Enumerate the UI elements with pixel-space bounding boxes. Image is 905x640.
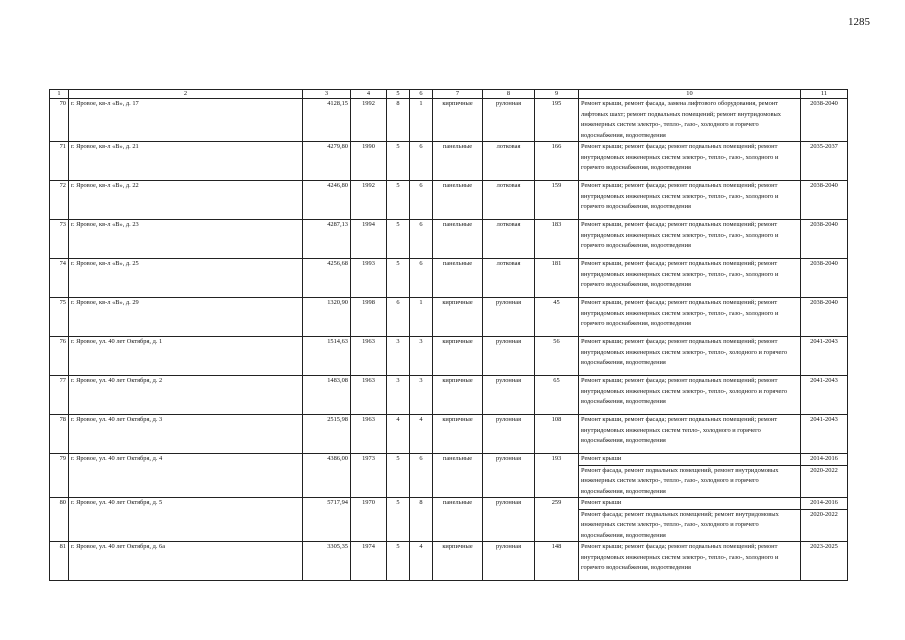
area-cell: 1514,63 — [303, 337, 351, 376]
address-cell: г. Яровое, ул. 40 лет Октября, д. 5 — [69, 498, 303, 542]
wall-material-cell: панельные — [433, 259, 483, 298]
area-cell: 4279,80 — [303, 142, 351, 181]
residents-cell: 159 — [535, 181, 579, 220]
work-description-cell: Ремонт фасада, ремонт подвальных помещений, ремонт внутридомовых инженерных систем электро-, тепло-, газо-, холодного и горячего водоснабжения, водоотведения — [579, 465, 801, 498]
row-number: 73 — [50, 220, 69, 259]
floors-cell: 5 — [387, 142, 410, 181]
area-cell: 4128,15 — [303, 99, 351, 142]
entrances-cell: 6 — [410, 259, 433, 298]
address-cell: г. Яровое, ул. 40 лет Октября, д. 1 — [69, 337, 303, 376]
floors-cell: 6 — [387, 298, 410, 337]
work-period-cell: 2020-2022 — [801, 509, 848, 542]
floors-cell: 3 — [387, 337, 410, 376]
wall-material-cell: кирпичные — [433, 99, 483, 142]
area-cell: 4386,00 — [303, 454, 351, 498]
work-period-cell: 2023-2025 — [801, 542, 848, 581]
table-row — [50, 259, 848, 298]
address-cell: г. Яровое, кв-л «В», д. 22 — [69, 181, 303, 220]
floors-cell: 5 — [387, 542, 410, 581]
work-description-cell: Ремонт крыши; ремонт фасада; ремонт подвальных помещений; ремонт внутридомовых инженерных систем электро-, тепло-, газо-, холодного и горячего водоснабжения, водоотведения — [579, 181, 801, 220]
year-cell: 1994 — [351, 220, 387, 259]
work-period-cell: 2038-2040 — [801, 259, 848, 298]
work-period-cell: 2020-2022 — [801, 465, 848, 498]
residents-cell: 181 — [535, 259, 579, 298]
work-description-cell: Ремонт крыши — [579, 454, 801, 466]
entrances-cell: 3 — [410, 337, 433, 376]
housing-repair-table — [49, 89, 848, 581]
entrances-cell: 6 — [410, 454, 433, 498]
col-header: 4 — [351, 90, 387, 99]
residents-cell: 193 — [535, 454, 579, 498]
year-cell: 1974 — [351, 542, 387, 581]
row-number: 74 — [50, 259, 69, 298]
wall-material-cell: кирпичные — [433, 298, 483, 337]
roof-type-cell: рулонная — [483, 454, 535, 498]
address-cell: г. Яровое, кв-л «В», д. 25 — [69, 259, 303, 298]
col-header: 11 — [801, 90, 848, 99]
col-header: 6 — [410, 90, 433, 99]
roof-type-cell: лотковая — [483, 142, 535, 181]
floors-cell: 5 — [387, 498, 410, 542]
entrances-cell: 6 — [410, 181, 433, 220]
col-header: 9 — [535, 90, 579, 99]
year-cell: 1963 — [351, 337, 387, 376]
row-number: 76 — [50, 337, 69, 376]
table-row — [50, 454, 848, 466]
table-row — [50, 542, 848, 581]
floors-cell: 3 — [387, 376, 410, 415]
roof-type-cell: рулонная — [483, 415, 535, 454]
table-row — [50, 220, 848, 259]
year-cell: 1973 — [351, 454, 387, 498]
residents-cell: 56 — [535, 337, 579, 376]
year-cell: 1998 — [351, 298, 387, 337]
work-period-cell: 2038-2040 — [801, 220, 848, 259]
table-row — [50, 181, 848, 220]
entrances-cell: 6 — [410, 142, 433, 181]
work-period-cell: 2014-2016 — [801, 498, 848, 510]
column-number-row — [50, 90, 848, 99]
work-description-cell: Ремонт крыши, ремонт фасада; ремонт подвальных помещений; ремонт внутридомовых инженерных систем электро-, тепло-, газо-, холодного и горячего водоснабжения, водоотведения — [579, 259, 801, 298]
row-number: 77 — [50, 376, 69, 415]
table-row — [50, 298, 848, 337]
col-header: 2 — [69, 90, 303, 99]
work-description-cell: Ремонт крыши; ремонт фасада; ремонт подвальных помещений; ремонт внутридомовых инженерных систем электро-, тепло-, газо-, холодного и горячего водоснабжения, водоотведения — [579, 542, 801, 581]
area-cell: 2515,98 — [303, 415, 351, 454]
address-cell: г. Яровое, ул. 40 лет Октября, д. 2 — [69, 376, 303, 415]
row-number: 75 — [50, 298, 69, 337]
floors-cell: 5 — [387, 454, 410, 498]
work-period-cell: 2014-2016 — [801, 454, 848, 466]
work-period-cell: 2041-2043 — [801, 337, 848, 376]
area-cell: 1320,90 — [303, 298, 351, 337]
residents-cell: 45 — [535, 298, 579, 337]
address-cell: г. Яровое, ул. 40 лет Октября, д. 6а — [69, 542, 303, 581]
table-row — [50, 498, 848, 510]
year-cell: 1963 — [351, 415, 387, 454]
table-body — [50, 99, 848, 581]
roof-type-cell: лотковая — [483, 220, 535, 259]
year-cell: 1970 — [351, 498, 387, 542]
row-number: 79 — [50, 454, 69, 498]
work-period-cell: 2041-2043 — [801, 415, 848, 454]
col-header: 1 — [50, 90, 69, 99]
work-description-cell: Ремонт крыши; ремонт фасада; ремонт подвальных помещений; ремонт внутридомовых инженерных систем электро-, тепло-, газо-, холодного и горячего водоснабжения, водоотведения — [579, 142, 801, 181]
roof-type-cell: рулонная — [483, 376, 535, 415]
entrances-cell: 4 — [410, 415, 433, 454]
address-cell: г. Яровое, ул. 40 лет Октября, д. 3 — [69, 415, 303, 454]
work-period-cell: 2041-2043 — [801, 376, 848, 415]
work-period-cell: 2038-2040 — [801, 181, 848, 220]
floors-cell: 8 — [387, 99, 410, 142]
residents-cell: 183 — [535, 220, 579, 259]
year-cell: 1990 — [351, 142, 387, 181]
floors-cell: 4 — [387, 415, 410, 454]
area-cell: 1483,08 — [303, 376, 351, 415]
entrances-cell: 4 — [410, 542, 433, 581]
residents-cell: 259 — [535, 498, 579, 542]
wall-material-cell: панельные — [433, 454, 483, 498]
work-description-cell: Ремонт крыши, ремонт фасада, замена лифтового оборудования, ремонт лифтовых шахт; ремонт подвальных помещений; ремонт внутридомовых инженерных систем электро-, тепло-, газо-, холодного и горячего водоснабжения, водоотведения — [579, 99, 801, 142]
area-cell: 4246,80 — [303, 181, 351, 220]
col-header: 10 — [579, 90, 801, 99]
work-description-cell: Ремонт крыши, ремонт фасада; ремонт подвальных помещений; ремонт внутридомовых инженерных систем тепло-, холодного и горячего водоснабжения, водоотведения — [579, 415, 801, 454]
page-number: 1285 — [848, 16, 870, 28]
row-number: 70 — [50, 99, 69, 142]
year-cell: 1992 — [351, 99, 387, 142]
wall-material-cell: кирпичные — [433, 415, 483, 454]
work-period-cell: 2035-2037 — [801, 142, 848, 181]
year-cell: 1992 — [351, 181, 387, 220]
table-row — [50, 376, 848, 415]
residents-cell: 166 — [535, 142, 579, 181]
area-cell: 4256,68 — [303, 259, 351, 298]
table-row — [50, 99, 848, 142]
work-description-cell: Ремонт крыши — [579, 498, 801, 510]
roof-type-cell: рулонная — [483, 99, 535, 142]
floors-cell: 5 — [387, 220, 410, 259]
address-cell: г. Яровое, кв-л «В», д. 29 — [69, 298, 303, 337]
row-number: 71 — [50, 142, 69, 181]
wall-material-cell: кирпичные — [433, 376, 483, 415]
work-description-cell: Ремонт крыши; ремонт фасада; ремонт подвальных помещений; ремонт внутридомовых инженерных систем электро-, тепло-, холодного и горячего водоснабжения, водоотведения — [579, 376, 801, 415]
year-cell: 1963 — [351, 376, 387, 415]
address-cell: г. Яровое, кв-л «В», д. 17 — [69, 99, 303, 142]
work-period-cell: 2038-2040 — [801, 298, 848, 337]
work-description-cell: Ремонт крыши; ремонт фасада; ремонт подвальных помещений; ремонт внутридомовых инженерных систем электро-, тепло-, холодного и горячего водоснабжения, водоотведения — [579, 337, 801, 376]
wall-material-cell: панельные — [433, 181, 483, 220]
col-header: 5 — [387, 90, 410, 99]
residents-cell: 195 — [535, 99, 579, 142]
row-number: 72 — [50, 181, 69, 220]
table-row — [50, 337, 848, 376]
row-number: 81 — [50, 542, 69, 581]
wall-material-cell: панельные — [433, 498, 483, 542]
residents-cell: 65 — [535, 376, 579, 415]
area-cell: 4287,13 — [303, 220, 351, 259]
row-number: 80 — [50, 498, 69, 542]
roof-type-cell: лотковая — [483, 259, 535, 298]
address-cell: г. Яровое, кв-л «В», д. 23 — [69, 220, 303, 259]
area-cell: 3305,35 — [303, 542, 351, 581]
area-cell: 5717,94 — [303, 498, 351, 542]
work-period-cell: 2038-2040 — [801, 99, 848, 142]
entrances-cell: 1 — [410, 99, 433, 142]
table-row — [50, 142, 848, 181]
residents-cell: 148 — [535, 542, 579, 581]
wall-material-cell: кирпичные — [433, 542, 483, 581]
roof-type-cell: лотковая — [483, 181, 535, 220]
entrances-cell: 3 — [410, 376, 433, 415]
wall-material-cell: кирпичные — [433, 337, 483, 376]
table-row — [50, 415, 848, 454]
wall-material-cell: панельные — [433, 220, 483, 259]
col-header: 8 — [483, 90, 535, 99]
entrances-cell: 6 — [410, 220, 433, 259]
roof-type-cell: рулонная — [483, 498, 535, 542]
work-description-cell: Ремонт фасада; ремонт подвальных помещений; ремонт внутридомовых инженерных систем электро-, тепло-, газо-, холодного и горячего водоснабжения, водоотведения — [579, 509, 801, 542]
address-cell: г. Яровое, кв-л «В», д. 21 — [69, 142, 303, 181]
floors-cell: 5 — [387, 181, 410, 220]
floors-cell: 5 — [387, 259, 410, 298]
work-description-cell: Ремонт крыши, ремонт фасада; ремонт подвальных помещений; ремонт внутридомовых инженерных систем электро-, тепло-, газо-, холодного и горячего водоснабжения, водоотведения — [579, 298, 801, 337]
entrances-cell: 8 — [410, 498, 433, 542]
entrances-cell: 1 — [410, 298, 433, 337]
col-header: 7 — [433, 90, 483, 99]
roof-type-cell: рулонная — [483, 542, 535, 581]
roof-type-cell: рулонная — [483, 298, 535, 337]
row-number: 78 — [50, 415, 69, 454]
residents-cell: 108 — [535, 415, 579, 454]
roof-type-cell: рулонная — [483, 337, 535, 376]
address-cell: г. Яровое, ул. 40 лет Октября, д. 4 — [69, 454, 303, 498]
year-cell: 1993 — [351, 259, 387, 298]
col-header: 3 — [303, 90, 351, 99]
wall-material-cell: панельные — [433, 142, 483, 181]
work-description-cell: Ремонт крыши, ремонт фасада; ремонт подвальных помещений; ремонт внутридомовых инженерных систем электро-, тепло-, газо-, холодного и горячего водоснабжения, водоотведения — [579, 220, 801, 259]
